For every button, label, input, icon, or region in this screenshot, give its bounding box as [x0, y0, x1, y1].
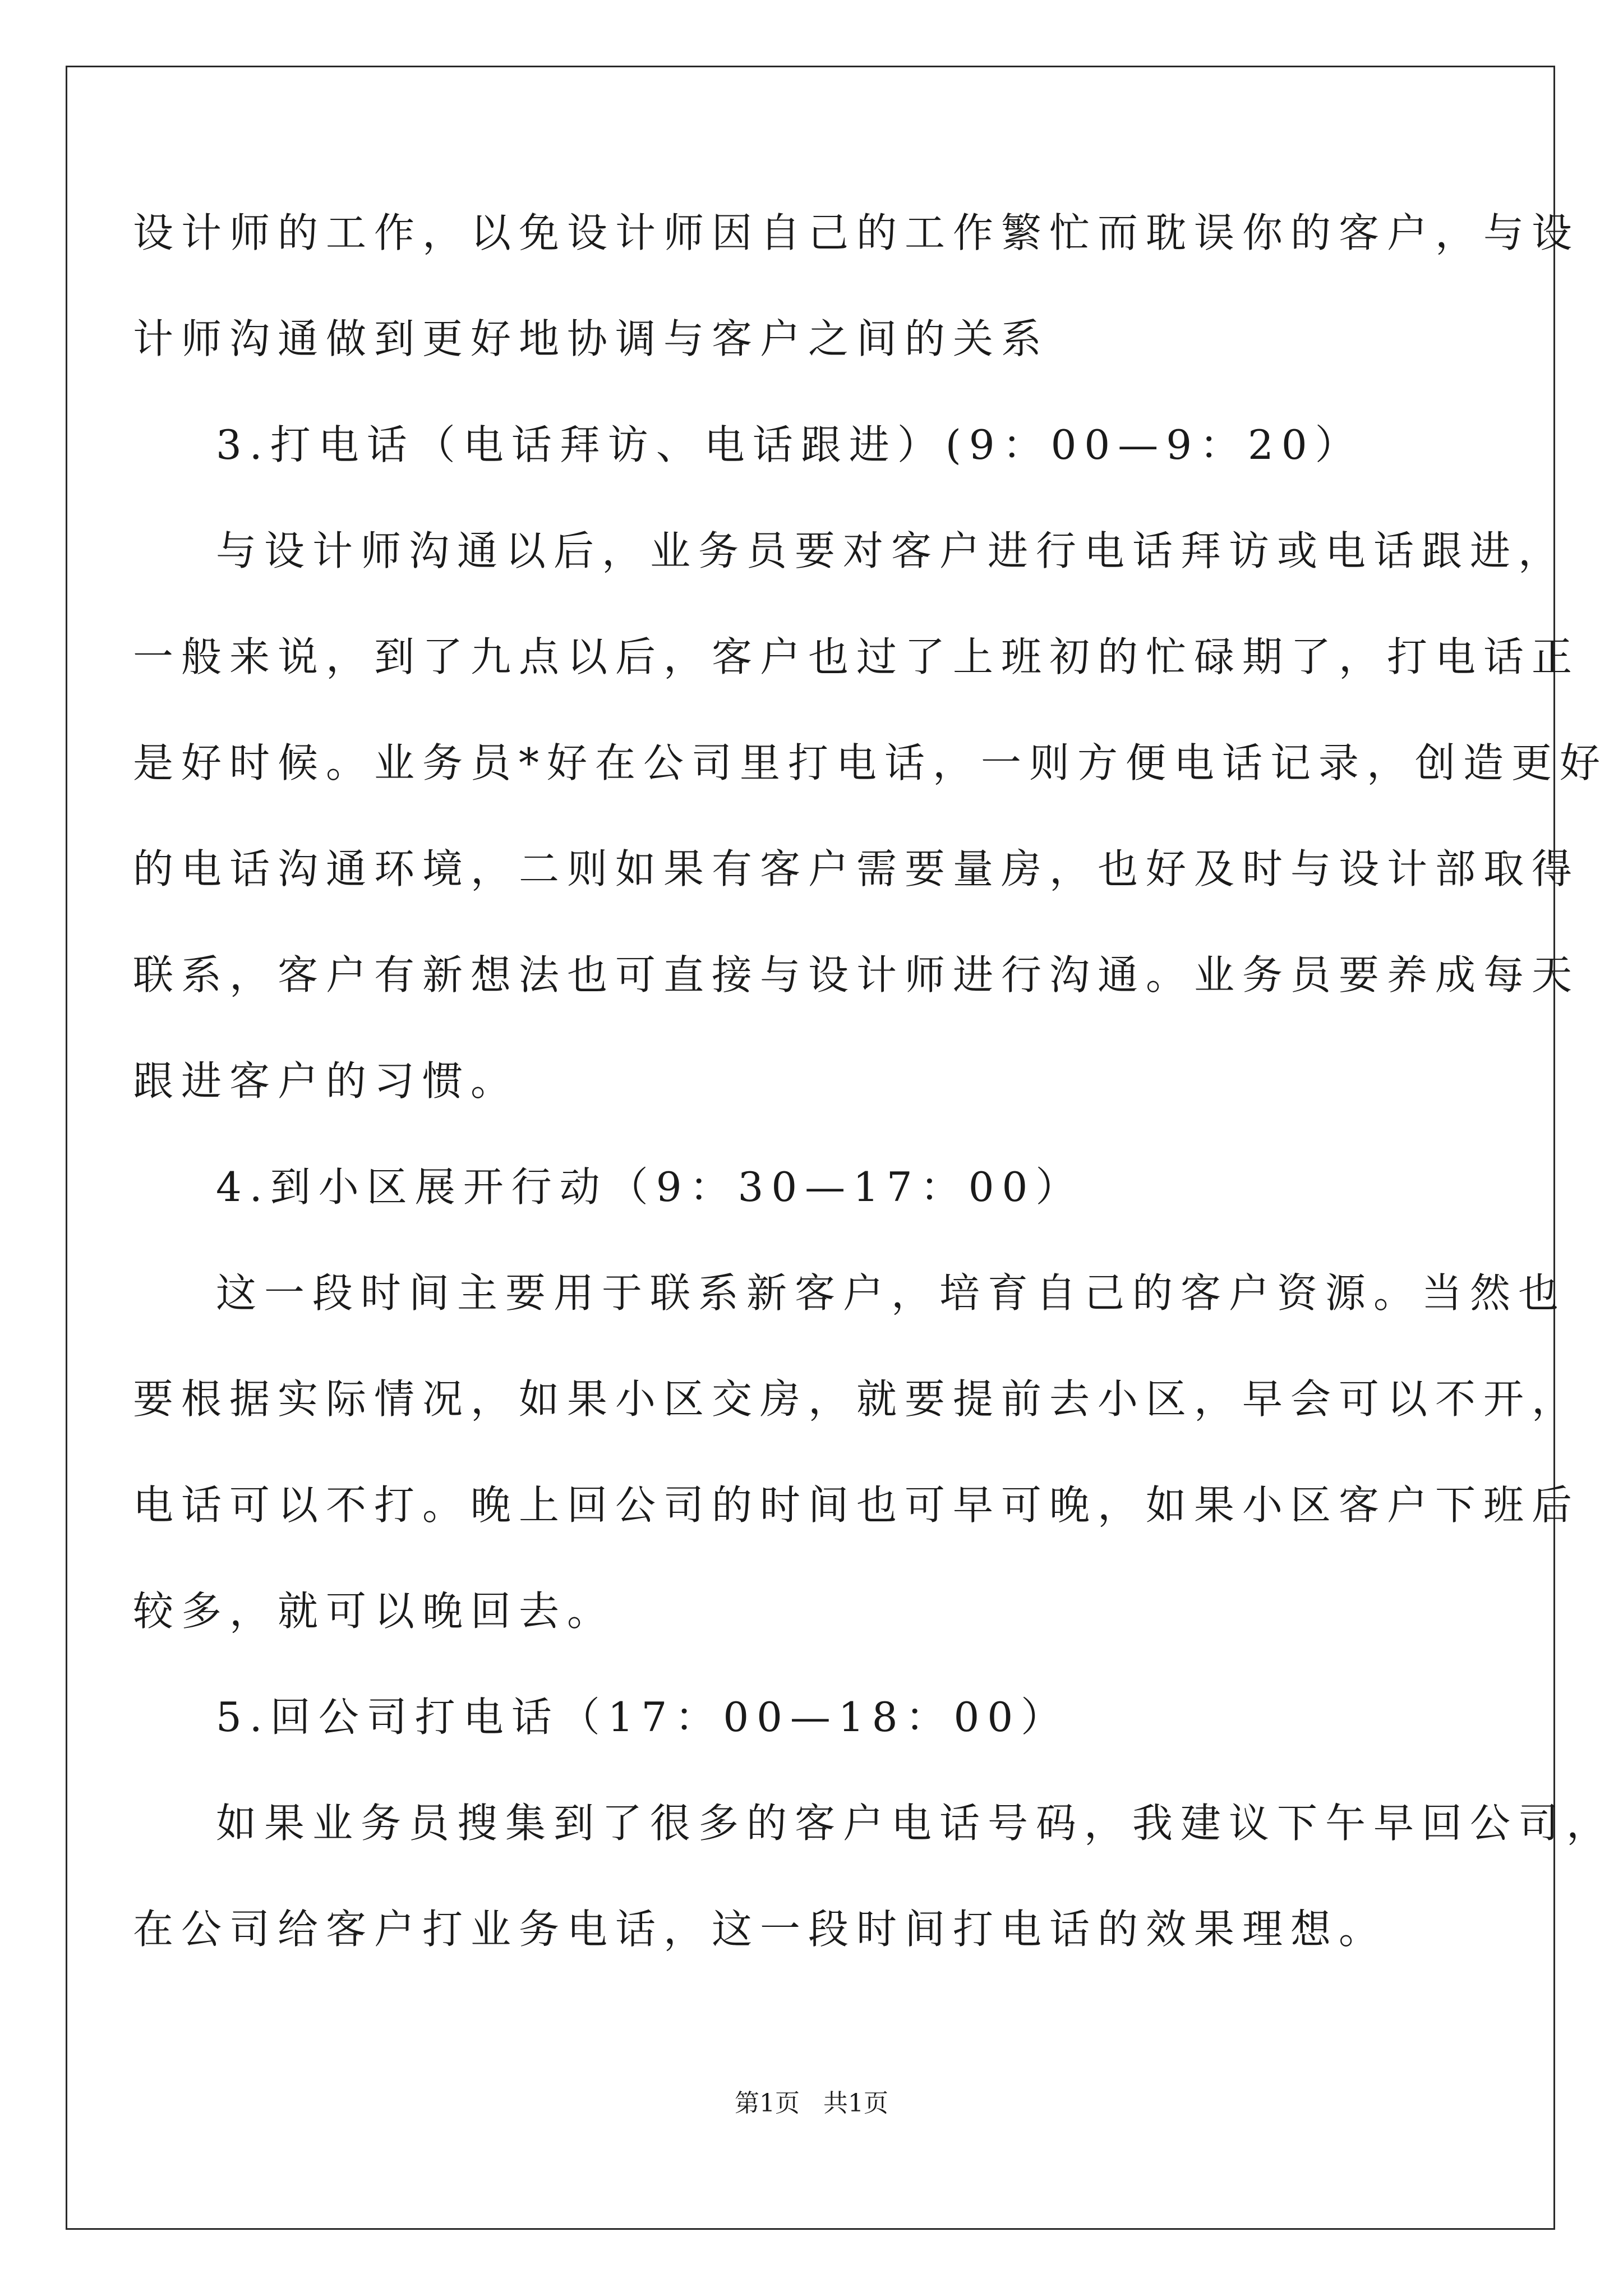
- text-line: 一般来说，到了九点以后，客户也过了上班初的忙碌期了，打电话正: [133, 633, 1580, 680]
- section-heading: 4.到小区展开行动（9：30—17：00）: [216, 1163, 1084, 1211]
- text-line: 跟进客户的习惯。: [133, 1057, 519, 1105]
- page-number: 第1页: [735, 2089, 800, 2118]
- text-line: 这一段时间主要用于联系新客户，培育自己的客户资源。当然也: [216, 1269, 1567, 1317]
- text-line: 计师沟通做到更好地协调与客户之间的关系: [133, 315, 1050, 362]
- text-line: 在公司给客户打业务电话，这一段时间打电话的效果理想。: [133, 1906, 1387, 1953]
- text-line: 与设计师沟通以后，业务员要对客户进行电话拜访或电话跟进，: [216, 527, 1567, 574]
- page-footer: [0, 2090, 1623, 2117]
- text-line: 较多，就可以晚回去。: [133, 1588, 616, 1635]
- section-heading: 5.回公司打电话（17：00—18：00）: [216, 1694, 1069, 1741]
- text-line: 电话可以不打。晚上回公司的时间也可早可晚，如果小区客户下班后: [133, 1481, 1580, 1529]
- text-line: 是好时候。业务员*好在公司里打电话，一则方便电话记录，创造更好: [133, 739, 1608, 786]
- page-total: 共1页: [823, 2089, 888, 2118]
- text-line: 如果业务员搜集到了很多的客户电话号码，我建议下午早回公司，: [216, 1800, 1615, 1847]
- text-line: 要根据实际情况，如果小区交房，就要提前去小区，早会可以不开，: [133, 1375, 1580, 1423]
- section-heading: 3.打电话（电话拜访、电话跟进）(9：00—9：20）: [216, 421, 1363, 468]
- text-line: 设计师的工作，以免设计师因自己的工作繁忙而耽误你的客户，与设: [133, 209, 1580, 256]
- text-line: 联系，客户有新想法也可直接与设计师进行沟通。业务员要养成每天: [133, 951, 1580, 999]
- text-line: 的电话沟通环境，二则如果有客户需要量房，也好及时与设计部取得: [133, 845, 1580, 892]
- document-body: [133, 209, 1615, 2015]
